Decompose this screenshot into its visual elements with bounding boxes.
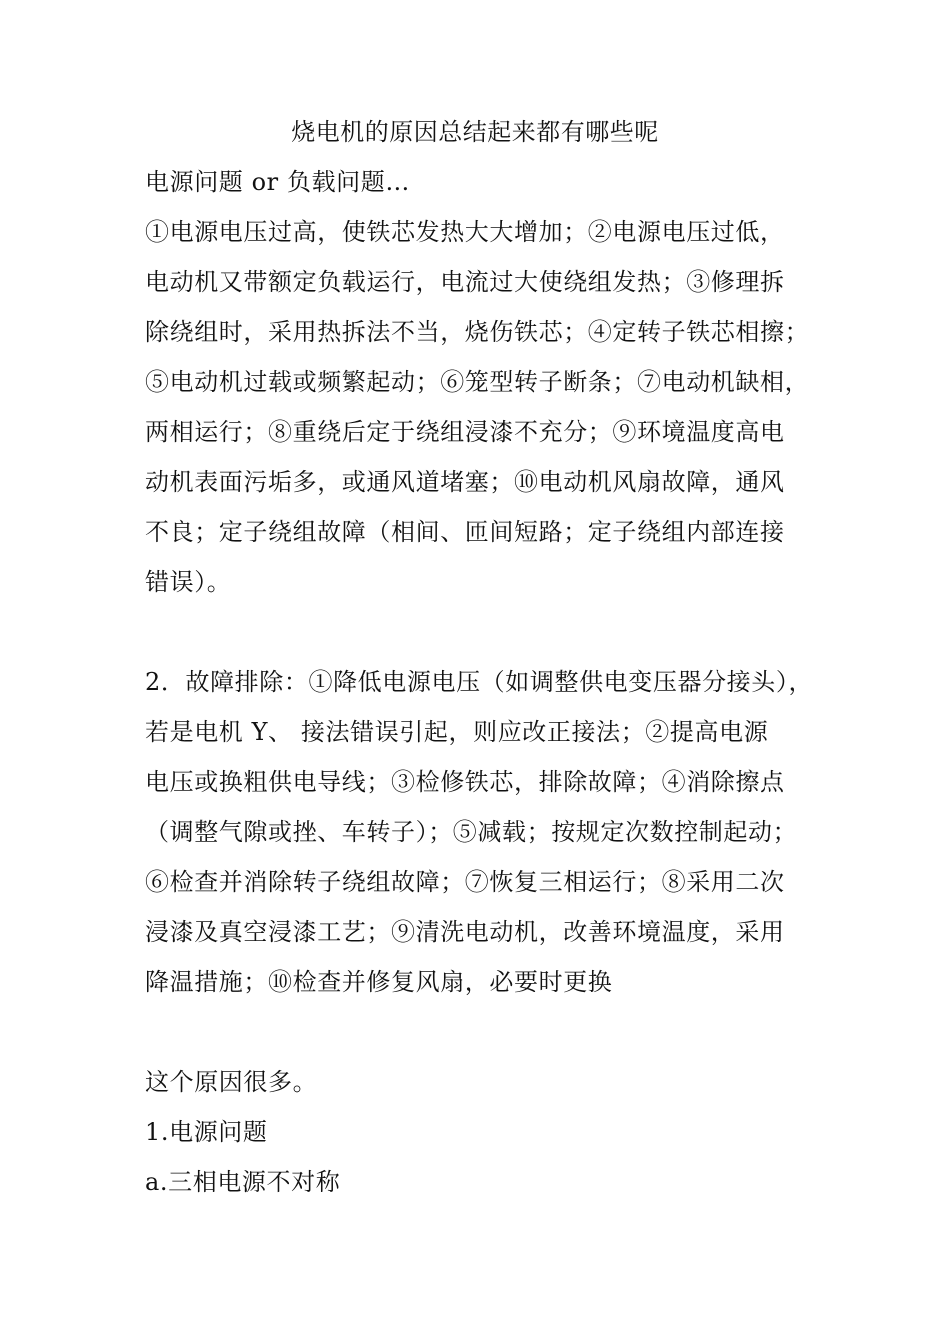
paragraph-line: 两相运行；⑧重绕后定于绕组浸漆不充分；⑨环境温度高电 [145, 418, 785, 446]
paragraph-line: ①电源电压过高，使铁芯发热大大增加；②电源电压过低， [145, 218, 785, 246]
paragraph-line: 2．故障排除：①降低电源电压（如调整供电变压器分接头）， [145, 668, 814, 696]
section-heading: 1.电源问题 [145, 1118, 268, 1146]
paragraph-line: 电动机又带额定负载运行，电流过大使绕组发热；③修理拆 [145, 268, 785, 296]
paragraph-line: 这个原因很多。 [145, 1068, 318, 1096]
subtitle-line: 电源问题 or 负载问题… [145, 168, 410, 196]
paragraph-line: 不良；定子绕组故障（相间、匝间短路；定子绕组内部连接 [145, 518, 785, 546]
paragraph-line: 若是电机 Y、 接法错误引起，则应改正接法；②提高电源 [145, 718, 769, 746]
paragraph-line: 浸漆及真空浸漆工艺；⑨清洗电动机，改善环境温度，采用 [145, 918, 785, 946]
paragraph-line: 除绕组时，采用热拆法不当，烧伤铁芯；④定转子铁芯相擦； [145, 318, 810, 346]
paragraph-line: 错误）。 [145, 568, 232, 596]
paragraph-line: （调整气隙或挫、车转子）；⑤减载；按规定次数控制起动； [145, 818, 798, 846]
document-title: 烧电机的原因总结起来都有哪些呢 [291, 118, 659, 146]
paragraph-line: 动机表面污垢多，或通风道堵塞；⑩电动机风扇故障，通风 [145, 468, 785, 496]
paragraph-line: ⑤电动机过载或频繁起动；⑥笼型转子断条；⑦电动机缺相， [145, 368, 810, 396]
paragraph-line: 电压或换粗供电导线；③检修铁芯，排除故障；④消除擦点 [145, 768, 785, 796]
list-item: a.三相电源不对称 [145, 1168, 341, 1196]
paragraph-line: 降温措施；⑩检查并修复风扇，必要时更换 [145, 968, 613, 996]
paragraph-line: ⑥检查并消除转子绕组故障；⑦恢复三相运行；⑧采用二次 [145, 868, 785, 896]
